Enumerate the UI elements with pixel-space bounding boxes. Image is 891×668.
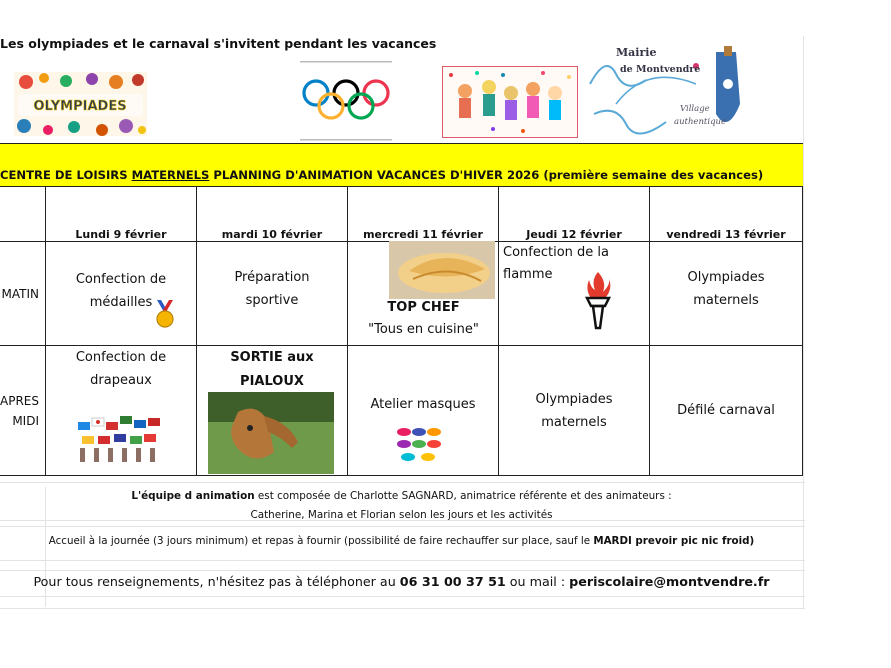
mairie-line2: de Montvendre xyxy=(620,64,701,75)
olympiades-logo-text: OLYMPIADES xyxy=(33,99,127,114)
activity-line: drapeaux xyxy=(90,373,152,388)
cell-apres-midi-lundi xyxy=(46,346,197,476)
activity-line: sportive xyxy=(245,292,299,308)
cell-apres-midi-mardi xyxy=(197,346,348,476)
activity-line: flamme xyxy=(503,267,553,282)
masks-icon xyxy=(396,426,442,468)
olympic-rings-icon xyxy=(300,60,392,142)
torch-icon xyxy=(583,270,613,332)
activity-line: Olympiades xyxy=(687,269,765,285)
activity-line: Préparation xyxy=(234,269,310,285)
cell-apres-midi-vendredi xyxy=(650,346,803,476)
day-header-mardi: mardi 10 février xyxy=(197,187,348,242)
contact-mail: periscolaire@montvendre.fr xyxy=(569,574,770,589)
olympiades-logo xyxy=(14,72,147,136)
planning-table xyxy=(0,186,803,476)
contact-info xyxy=(0,574,803,589)
planning-banner xyxy=(0,143,803,187)
gridline xyxy=(0,570,805,571)
equipe-line2: Catherine, Marina et Florian selon les jours et les activités xyxy=(250,509,553,521)
activity-line: Confection de xyxy=(75,271,167,287)
activity-line: PIALOUX xyxy=(240,374,304,389)
contact-text: Pour tous renseignements, n'hésitez pas à téléphoner au xyxy=(33,574,400,589)
accueil-bold: MARDI prevoir pic nic froid) xyxy=(593,535,755,547)
gridline xyxy=(0,560,805,561)
day-header-vendredi: vendredi 13 février xyxy=(650,187,803,242)
cell-matin-jeudi xyxy=(499,242,650,346)
banner-underlined: MATERNELS xyxy=(131,168,210,182)
carnaval-illustration xyxy=(442,66,578,138)
table-header-row xyxy=(0,187,803,242)
activity-line: médailles xyxy=(89,294,153,310)
activity-line: Olympiades xyxy=(535,391,613,407)
gridline xyxy=(0,482,805,483)
row-label-line: MIDI xyxy=(12,413,39,428)
accueil-text: Accueil à la journée (3 jours minimum) et repas à fournir (possibilité de faire rechauffer sur place, sauf le xyxy=(48,535,594,547)
mairie-line1: Mairie xyxy=(616,46,657,59)
gridline xyxy=(803,36,804,608)
table-corner-cell xyxy=(0,187,46,242)
equipe-rest: est composée de Charlotte SAGNARD, animatrice référente et des animateurs : xyxy=(254,490,672,502)
day-header-jeudi: Jeudi 12 février xyxy=(499,187,650,242)
day-header-lundi: Lundi 9 février xyxy=(46,187,197,242)
crepes-photo xyxy=(389,241,495,299)
activity-line: Confection de la xyxy=(503,245,609,260)
pony-photo xyxy=(208,392,334,474)
mairie-tagline2: authentique xyxy=(674,117,727,127)
activity-line: Défilé carnaval xyxy=(677,403,775,418)
day-header-mercredi: mercredi 11 février xyxy=(348,187,499,242)
cell-matin-mercredi xyxy=(348,242,499,346)
top-chef-title: TOP CHEF xyxy=(387,300,460,315)
banner-text xyxy=(0,168,763,182)
cell-matin-mardi xyxy=(197,242,348,346)
page-title: Les olympiades et le carnaval s'invitent pendant les vacances xyxy=(0,36,437,51)
flags-icon xyxy=(74,414,166,464)
equipe-bold: L'équipe d animation xyxy=(131,490,255,502)
contact-phone: 06 31 00 37 51 xyxy=(399,574,506,589)
cell-matin-vendredi xyxy=(650,242,803,346)
row-label-apres-midi xyxy=(0,346,46,476)
activity-line: Atelier masques xyxy=(370,397,476,412)
contact-mid: ou mail : xyxy=(505,574,570,589)
table-row-matin xyxy=(0,242,803,346)
banner-prefix: CENTRE DE LOISIRS xyxy=(0,168,132,182)
activity-line: maternels xyxy=(693,292,759,308)
medal-icon xyxy=(154,300,176,328)
top-chef-subtitle: "Tous en cuisine" xyxy=(368,322,479,337)
banner-suffix: PLANNING D'ANIMATION VACANCES D'HIVER 2026 (première semaine des vacances) xyxy=(209,168,764,182)
row-label-line: APRES xyxy=(0,393,39,408)
table-row-apres-midi xyxy=(0,346,803,476)
activity-line: Confection de xyxy=(75,350,167,365)
cell-apres-midi-jeudi xyxy=(499,346,650,476)
row-label-matin: MATIN xyxy=(0,242,46,346)
gridline xyxy=(0,526,805,527)
activity-line: SORTIE aux xyxy=(230,350,314,365)
mairie-tagline1: Village xyxy=(680,104,710,114)
gridline xyxy=(0,608,805,609)
activity-line: maternels xyxy=(541,414,607,430)
gridline xyxy=(0,596,805,597)
accueil-info xyxy=(0,535,803,547)
equipe-info xyxy=(0,487,803,525)
cell-matin-lundi xyxy=(46,242,197,346)
mairie-montvendre-logo xyxy=(586,44,756,140)
cell-apres-midi-mercredi xyxy=(348,346,499,476)
